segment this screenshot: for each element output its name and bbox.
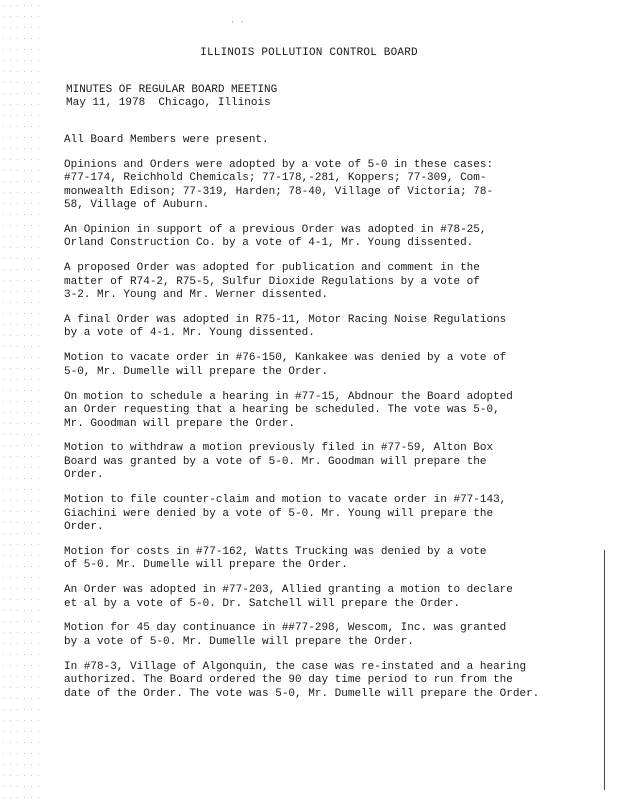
paragraph-line: Orland Construction Co. by a vote of 4-1, Mr. Young dissented. — [64, 237, 474, 250]
scan-edge-line — [604, 550, 605, 790]
minutes-paragraph — [64, 352, 559, 379]
paragraph-line: by a vote of 5-0. Mr. Dumelle will prepare the Order. — [64, 635, 414, 648]
minutes-paragraph — [64, 159, 559, 213]
minutes-paragraph — [64, 622, 559, 649]
meeting-date-location: May 11, 1978 Chicago, Illinois — [66, 97, 271, 109]
paragraph-line: monwealth Edison; 77-319, Harden; 78-40, Village of Victoria; 78- — [64, 185, 494, 198]
paragraph-line: Giachini were denied by a vote of 5-0. Mr. Young will prepare the — [64, 507, 494, 520]
minutes-paragraph — [64, 546, 559, 573]
minutes-paragraph — [64, 391, 559, 431]
paragraph-line: 58, Village of Auburn. — [64, 199, 210, 212]
paragraph-line: matter of R74-2, R75-5, Sulfur Dioxide Regulations by a vote of — [64, 275, 480, 288]
document-title: ILLINOIS POLLUTION CONTROL BOARD — [200, 47, 418, 59]
paragraph-line: Motion to file counter-claim and motion to vacate order in #77-143, — [64, 494, 507, 507]
paragraph-line: Order. — [64, 520, 104, 533]
meeting-title: MINUTES OF REGULAR BOARD MEETING — [66, 84, 278, 96]
paragraph-line: On motion to schedule a hearing in #77-15, Abdnour the Board adopted — [64, 390, 513, 403]
minutes-paragraph — [64, 224, 559, 251]
paragraph-line: Board was granted by a vote of 5-0. Mr. Goodman will prepare the — [64, 455, 487, 468]
paragraph-line: authorized. The Board ordered the 90 day time period to run from the — [64, 674, 513, 687]
scan-specks: · · — [230, 18, 245, 27]
paragraph-line: Motion for 45 day continuance in ##77-298, Wescom, Inc. was granted — [64, 622, 507, 635]
minutes-paragraph — [64, 494, 559, 534]
minutes-paragraph — [64, 584, 559, 611]
paragraph-line: A final Order was adopted in R75-11, Motor Racing Noise Regulations — [64, 314, 507, 327]
paragraph-line: All Board Members were present. — [64, 134, 269, 146]
paragraph-line: an Order requesting that a hearing be scheduled. The vote was 5-0, — [64, 404, 500, 417]
paragraph-line: Motion to withdraw a motion previously filed in #77-59, Alton Box — [64, 442, 494, 455]
paragraph-line: #77-174, Reichhold Chemicals; 77-178,-281, Koppers; 77-309, Com- — [64, 172, 487, 185]
paragraph-line: Motion for costs in #77-162, Watts Trucking was denied by a vote — [64, 545, 487, 558]
minutes-body — [64, 134, 559, 713]
paragraph-line: Mr. Goodman will prepare the Order. — [64, 417, 296, 430]
paragraph-line: Order. — [64, 469, 104, 482]
minutes-paragraph — [64, 134, 559, 147]
paragraph-line: An Order was adopted in #77-203, Allied granting a motion to declare — [64, 584, 513, 597]
paragraph-line: of 5-0. Mr. Dumelle will prepare the Order. — [64, 559, 348, 572]
paragraph-line: by a vote of 4-1. Mr. Young dissented. — [64, 327, 315, 340]
minutes-paragraph — [64, 661, 559, 701]
minutes-paragraph — [64, 262, 559, 302]
meeting-header — [66, 84, 277, 110]
paragraph-line: Motion to vacate order in #76-150, Kankakee was denied by a vote of — [64, 352, 507, 365]
paragraph-line: et al by a vote of 5-0. Dr. Satchell will prepare the Order. — [64, 597, 461, 610]
minutes-paragraph — [64, 314, 559, 341]
paragraph-line: An Opinion in support of a previous Order was adopted in #78-25, — [64, 224, 487, 237]
paragraph-line: A proposed Order was adopted for publication and comment in the — [64, 262, 480, 275]
paragraph-line: In #78-3, Village of Algonquin, the case was re-instated and a hearing — [64, 660, 527, 673]
paragraph-line: date of the Order. The vote was 5-0, Mr. Dumelle will prepare the Order. — [64, 687, 540, 700]
paragraph-line: Opinions and Orders were adopted by a vote of 5-0 in these cases: — [64, 158, 494, 171]
paragraph-line: 5-0, Mr. Dumelle will prepare the Order. — [64, 365, 329, 378]
paragraph-line: 3-2. Mr. Young and Mr. Werner dissented. — [64, 289, 329, 302]
minutes-paragraph — [64, 442, 559, 482]
scan-noise-left — [0, 0, 40, 800]
